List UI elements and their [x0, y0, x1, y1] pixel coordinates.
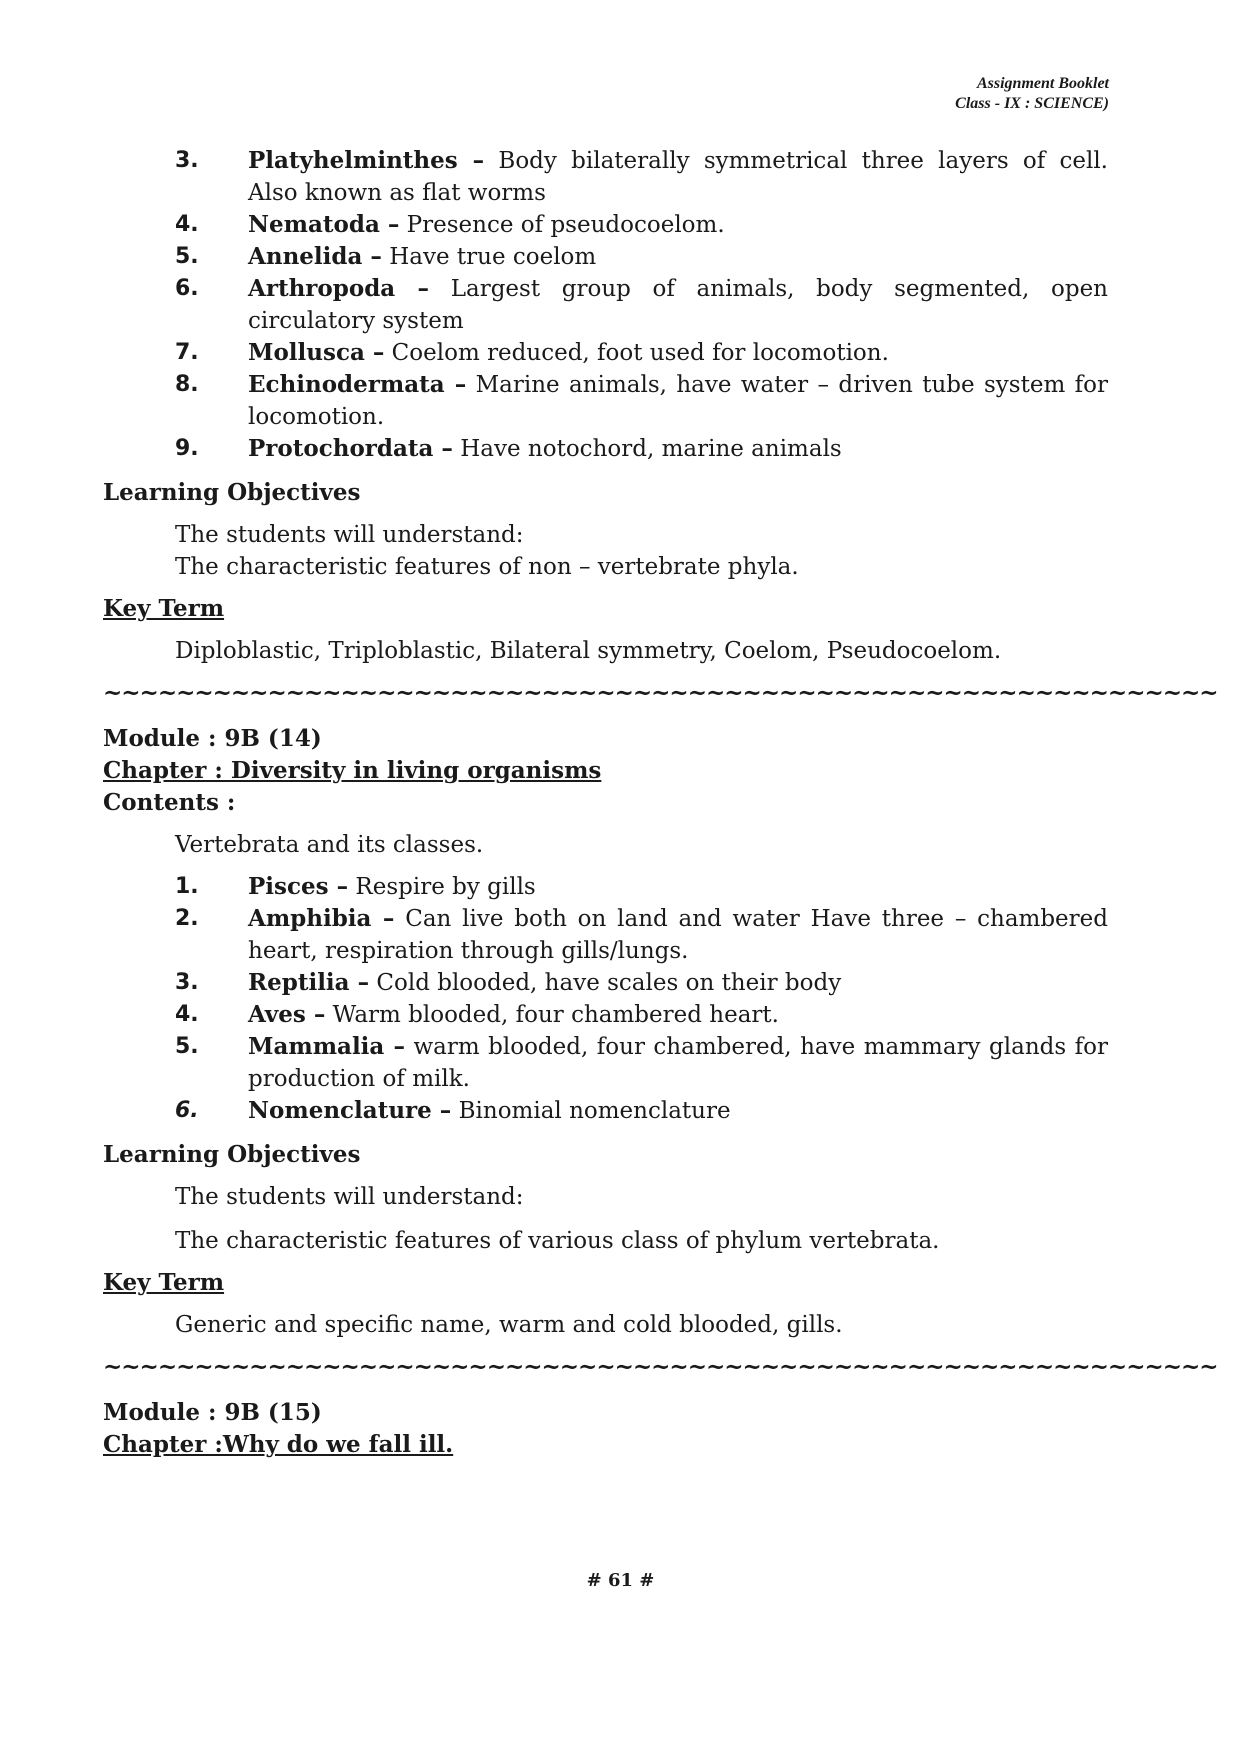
vertebrata-list — [103, 871, 1108, 1127]
item-term: Pisces – — [248, 873, 349, 900]
list-item — [175, 433, 1108, 465]
item-text: Warm blooded, four chambered heart. — [325, 1002, 779, 1028]
learning-objectives-heading: Learning Objectives — [103, 479, 361, 506]
item-number: 3. — [175, 148, 199, 173]
chapter-title: Chapter : Diversity in living organisms — [103, 757, 602, 784]
item-text: Presence of pseudocoelom. — [399, 212, 725, 238]
item-number: 7. — [175, 340, 199, 365]
item-term: Platyhelminthes – — [248, 147, 485, 174]
item-term: Mollusca – — [248, 339, 385, 366]
list-item — [175, 1031, 1108, 1095]
list-item — [175, 209, 1108, 241]
paragraph: Generic and specific name, warm and cold blooded, gills. — [175, 1312, 843, 1338]
item-number: 8. — [175, 372, 199, 397]
item-text: Binomial nomenclature — [451, 1098, 731, 1124]
item-text: Have notochord, marine animals — [452, 436, 842, 462]
page-number: # 61 # — [586, 1570, 655, 1591]
item-term: Mammalia – — [248, 1033, 405, 1060]
item-term: Nomenclature – — [248, 1097, 452, 1124]
page-content — [103, 145, 1218, 1461]
paragraph: The characteristic features of various class of phylum vertebrata. — [175, 1228, 940, 1254]
item-text: Body bilaterally symmetrical three layers of cell. Also known as flat worms — [248, 148, 1108, 206]
item-term: Reptilia – — [248, 969, 370, 996]
section-divider: ~~~~~~~~~~~~~~~~~~~~~~~~~~~~~~~~~~~~~~~~~~~~~~~~~~~~~~~~~~~~~ — [103, 679, 1218, 706]
item-text: Marine animals, have water – driven tube system for locomotion. — [248, 372, 1108, 430]
item-number: 4. — [175, 1002, 199, 1027]
item-text: Respire by gills — [348, 874, 536, 900]
item-term: Echinodermata – — [248, 371, 467, 398]
module-title: Module : 9B (14) — [103, 725, 322, 752]
list-item — [175, 241, 1108, 273]
item-term: Amphibia – — [248, 905, 395, 932]
item-text: Largest group of animals, body segmented, open circulatory system — [248, 276, 1108, 334]
list-item — [175, 273, 1108, 337]
item-term: Protochordata – — [248, 435, 453, 462]
header-line-2: Class - IX : SCIENCE) — [955, 95, 1109, 112]
key-term-heading: Key Term — [103, 595, 225, 622]
paragraph: Diploblastic, Triploblastic, Bilateral symmetry, Coelom, Pseudocoelom. — [175, 638, 1002, 664]
list-item — [175, 145, 1108, 209]
paragraph: The characteristic features of non – vertebrate phyla. — [175, 554, 799, 580]
item-number: 4. — [175, 212, 199, 237]
item-text: Can live both on land and water Have three – chambered heart, respiration through gills/lungs. — [248, 906, 1108, 964]
list-item — [175, 1095, 1108, 1127]
item-number: 2. — [175, 906, 199, 931]
item-text: Cold blooded, have scales on their body — [369, 970, 842, 996]
chapter-title: Chapter :Why do we fall ill. — [103, 1431, 454, 1458]
item-number: 5. — [175, 1034, 199, 1059]
list-item — [175, 903, 1108, 967]
item-number: 9. — [175, 436, 199, 461]
item-text: Coelom reduced, foot used for locomotion. — [384, 340, 889, 366]
learning-objectives-heading: Learning Objectives — [103, 1141, 361, 1168]
key-term-heading: Key Term — [103, 1269, 225, 1296]
list-item — [175, 967, 1108, 999]
item-term: Arthropoda – — [248, 275, 430, 302]
item-number: 5. — [175, 244, 199, 269]
item-term: Aves – — [248, 1001, 326, 1028]
contents-heading: Contents : — [103, 789, 236, 816]
item-number: 1. — [175, 874, 199, 899]
header-line-1: Assignment Booklet — [976, 75, 1109, 92]
item-text: Have true coelom — [381, 244, 597, 270]
list-item — [175, 369, 1108, 433]
paragraph: Vertebrata and its classes. — [175, 832, 484, 858]
item-number: 3. — [175, 970, 199, 995]
paragraph: The students will understand: — [175, 522, 524, 548]
phyla-list — [103, 145, 1108, 465]
list-item — [175, 999, 1108, 1031]
page-header — [955, 74, 1109, 114]
paragraph: The students will understand: — [175, 1184, 524, 1210]
module-title: Module : 9B (15) — [103, 1399, 322, 1426]
item-term: Annelida – — [248, 243, 382, 270]
item-text: warm blooded, four chambered, have mammary glands for production of milk. — [248, 1034, 1108, 1092]
list-item — [175, 871, 1108, 903]
item-term: Nematoda – — [248, 211, 400, 238]
item-number: 6. — [175, 276, 199, 301]
list-item — [175, 337, 1108, 369]
item-number: 6. — [175, 1098, 199, 1123]
section-divider: ~~~~~~~~~~~~~~~~~~~~~~~~~~~~~~~~~~~~~~~~~~~~~~~~~~~~~~~~~~~~~ — [103, 1353, 1218, 1380]
